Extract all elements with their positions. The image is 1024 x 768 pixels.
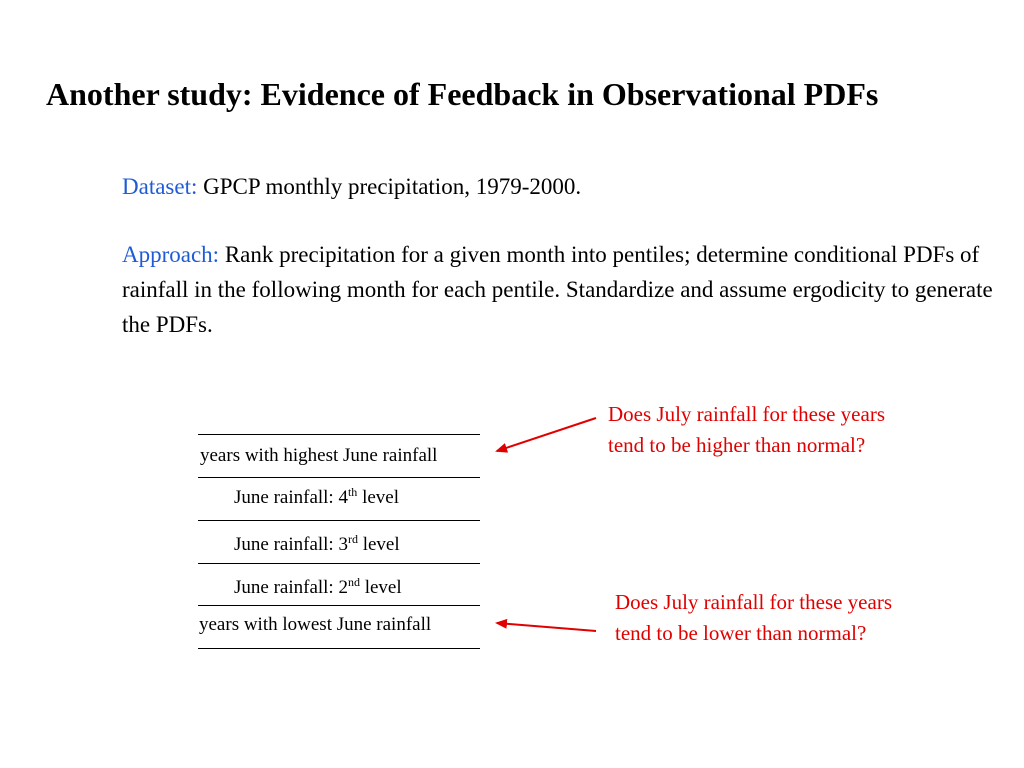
dataset-text: GPCP monthly precipitation, 1979-2000. <box>203 174 582 199</box>
slide-title: Another study: Evidence of Feedback in Observational PDFs <box>46 76 879 112</box>
pentile-level-2: June rainfall: 2nd level <box>234 575 402 598</box>
arrow-to-highest <box>497 418 596 451</box>
arrow-to-lowest <box>497 623 596 631</box>
pentile-level-4: June rainfall: 4th level <box>234 485 399 508</box>
approach-text: Rank precipitation for a given month into pentiles; determine conditional PDFs of rainfall in the following month for each pentile. Standardize and assume ergodicity to generate the PDFs. <box>122 242 993 337</box>
pentile-level-3: June rainfall: 3rd level <box>234 532 400 555</box>
dataset-label: Dataset: <box>122 174 198 199</box>
note-lower: Does July rainfall for these years tend to be lower than normal? <box>615 590 892 645</box>
approach-label: Approach: <box>122 242 220 267</box>
pentile-lowest: years with lowest June rainfall <box>199 614 432 635</box>
pentile-highest: years with highest June rainfall <box>200 445 438 466</box>
note-higher: Does July rainfall for these years tend to be higher than normal? <box>608 402 885 457</box>
